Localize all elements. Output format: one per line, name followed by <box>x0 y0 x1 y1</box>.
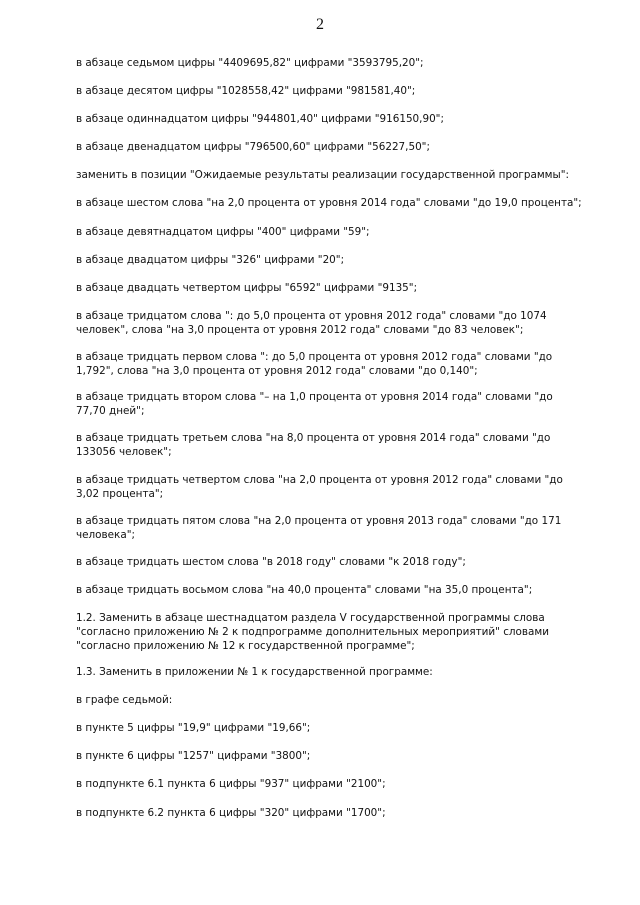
paragraph-2: в абзаце десятом цифры "1028558,42" цифрами "981581,40"; <box>76 85 416 97</box>
paragraph-14: в абзаце тридцать четвертом слова "на 2,0 процента от уровня 2012 года" словами "до 3,02 процента"; <box>76 474 563 500</box>
paragraph-10: в абзаце тридцатом слова ": до 5,0 процента от уровня 2012 года" словами "до 1074 человек", слова "на 3,0 процента от уровня 2012 года" словами "до 83 человек"; <box>76 310 547 336</box>
paragraph-7: в абзаце девятнадцатом цифры "400" цифрами "59"; <box>76 226 370 238</box>
paragraph-8: в абзаце двадцатом цифры "326" цифрами "20"; <box>76 254 345 266</box>
paragraph-6: в абзаце шестом слова "на 2,0 процента от уровня 2014 года" словами "до 19,0 процента"; <box>76 197 582 209</box>
paragraph-20: в графе седьмой: <box>76 694 173 706</box>
paragraph-4: в абзаце двенадцатом цифры "796500,60" цифрами "56227,50"; <box>76 141 430 153</box>
paragraph-17: в абзаце тридцать восьмом слова "на 40,0 процента" словами "на 35,0 процента"; <box>76 584 533 596</box>
paragraph-3: в абзаце одиннадцатом цифры "944801,40" цифрами "916150,90"; <box>76 113 444 125</box>
paragraph-23: в подпункте 6.1 пункта 6 цифры "937" цифрами "2100"; <box>76 778 386 790</box>
paragraph-22: в пункте 6 цифры "1257" цифрами "3800"; <box>76 750 311 762</box>
paragraph-16: в абзаце тридцать шестом слова "в 2018 году" словами "к 2018 году"; <box>76 556 466 568</box>
paragraph-21: в пункте 5 цифры "19,9" цифрами "19,66"; <box>76 722 311 734</box>
paragraph-9: в абзаце двадцать четвертом цифры "6592" цифрами "9135"; <box>76 282 418 294</box>
paragraph-13: в абзаце тридцать третьем слова "на 8,0 процента от уровня 2014 года" словами "до 133056 человек"; <box>76 432 551 458</box>
paragraph-11: в абзаце тридцать первом слова ": до 5,0 процента от уровня 2012 года" словами "до 1,792", слова "на 3,0 процента от уровня 2012 года" словами "до 0,140"; <box>76 351 553 377</box>
paragraph-18: 1.2. Заменить в абзаце шестнадцатом раздела V государственной программы слова "согласно приложению № 2 к подпрограмме дополнительных мероприятий" словами "согласно приложению № 12 к государственной программе"; <box>76 612 550 652</box>
page-number: 2 <box>316 16 324 33</box>
paragraph-24: в подпункте 6.2 пункта 6 цифры "320" цифрами "1700"; <box>76 807 386 819</box>
paragraph-12: в абзаце тридцать втором слова "– на 1,0 процента от уровня 2014 года" словами "до 77,70 дней"; <box>76 391 553 417</box>
paragraph-19: 1.3. Заменить в приложении № 1 к государственной программе: <box>76 666 433 678</box>
paragraph-1: в абзаце седьмом цифры "4409695,82" цифрами "3593795,20"; <box>76 57 424 69</box>
paragraph-15: в абзаце тридцать пятом слова "на 2,0 процента от уровня 2013 года" словами "до 171 человека"; <box>76 515 562 541</box>
paragraph-5: заменить в позиции "Ожидаемые результаты реализации государственной программы": <box>76 169 570 181</box>
